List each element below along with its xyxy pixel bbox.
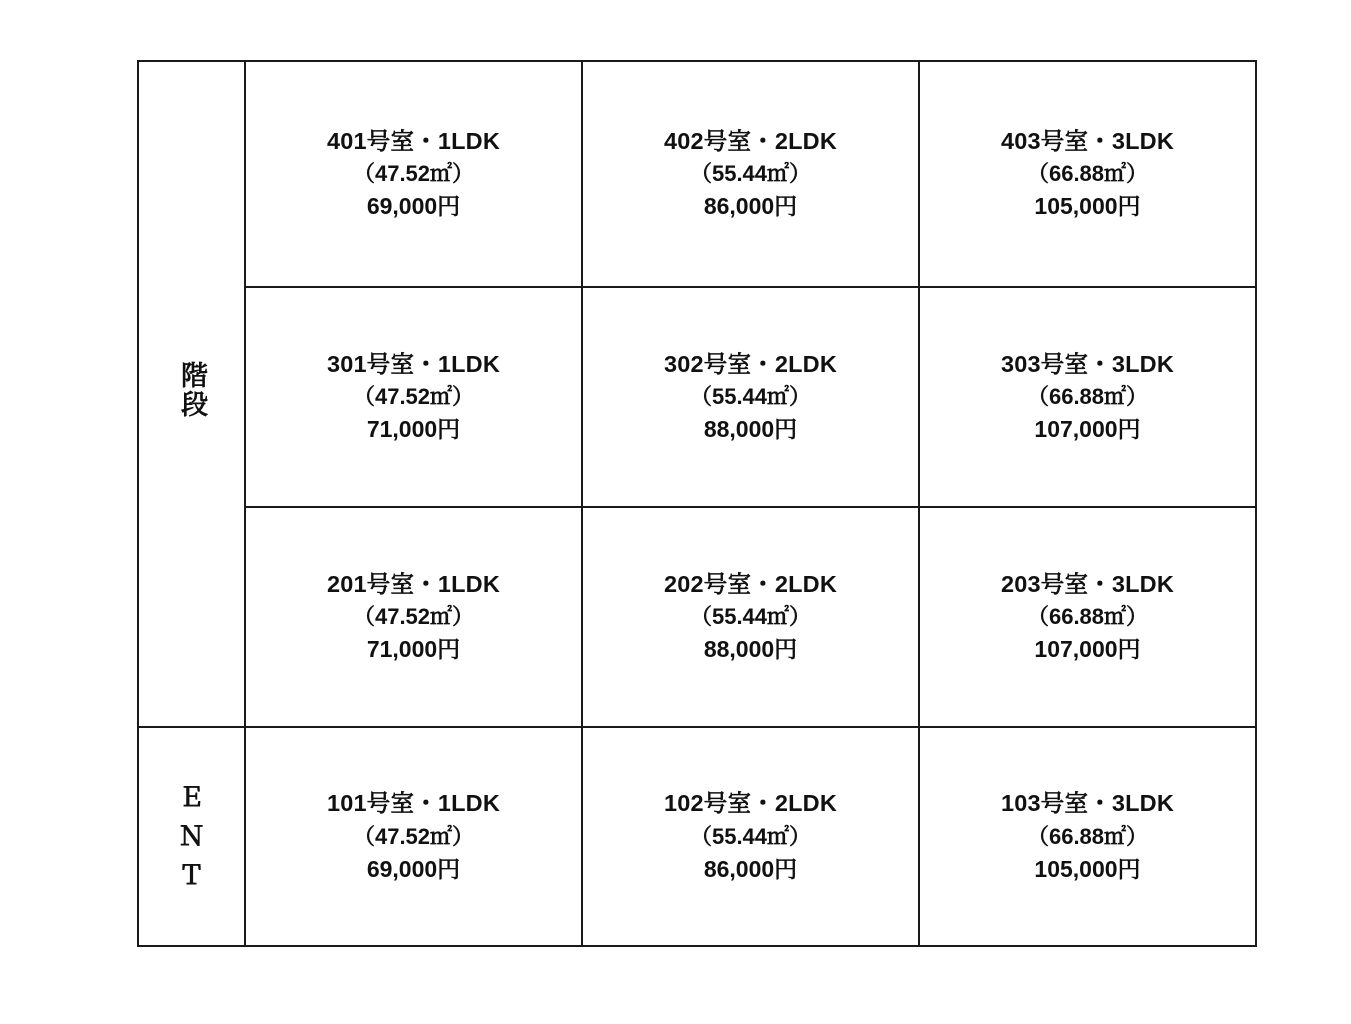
unit-cell-303[interactable] (919, 287, 1256, 507)
unit-rent: 69,000円 (366, 855, 461, 882)
unit-name: 403号室・3LDK (1000, 127, 1175, 154)
stairs-label: 階段 (177, 360, 208, 419)
entrance-label (178, 778, 204, 895)
unit-area: （66.88㎡） (1026, 161, 1149, 187)
unit-name: 302号室・2LDK (663, 350, 838, 377)
unit-area: （66.88㎡） (1026, 823, 1149, 849)
entrance-char-2: Ｎ (178, 821, 205, 851)
unit-rent: 71,000円 (366, 416, 461, 443)
unit-rent: 107,000円 (1034, 416, 1141, 443)
table-row (138, 287, 1256, 507)
unit-rent: 107,000円 (1034, 636, 1141, 663)
unit-area: （55.44㎡） (689, 823, 812, 849)
unit-area: （47.52㎡） (352, 384, 475, 410)
entrance-char-1: Ｅ (178, 782, 205, 812)
unit-area: （47.52㎡） (352, 823, 475, 849)
table-row (138, 61, 1256, 287)
table-row (138, 507, 1256, 727)
entrance-cell (138, 727, 245, 946)
unit-rent: 105,000円 (1034, 193, 1141, 220)
unit-area: （66.88㎡） (1026, 604, 1149, 630)
unit-area: （55.44㎡） (689, 604, 812, 630)
unit-rent: 86,000円 (703, 193, 798, 220)
unit-area: （47.52㎡） (352, 161, 475, 187)
unit-cell-302[interactable] (582, 287, 919, 507)
unit-name: 203号室・3LDK (1000, 570, 1175, 597)
unit-name: 201号室・1LDK (326, 570, 501, 597)
unit-name: 202号室・2LDK (663, 570, 838, 597)
unit-cell-401[interactable] (245, 61, 582, 287)
unit-area: （55.44㎡） (689, 384, 812, 410)
unit-rent: 71,000円 (366, 636, 461, 663)
unit-cell-201[interactable] (245, 507, 582, 727)
unit-cell-403[interactable] (919, 61, 1256, 287)
building-layout-diagram (137, 60, 1255, 937)
building-unit-table (137, 60, 1257, 947)
unit-cell-103[interactable] (919, 727, 1256, 946)
unit-cell-402[interactable] (582, 61, 919, 287)
stairs-cell (138, 61, 245, 727)
unit-cell-301[interactable] (245, 287, 582, 507)
table-row (138, 727, 1256, 946)
entrance-char-3: Ｔ (178, 860, 205, 890)
unit-area: （47.52㎡） (352, 604, 475, 630)
unit-rent: 88,000円 (703, 636, 798, 663)
unit-rent: 88,000円 (703, 416, 798, 443)
unit-name: 103号室・3LDK (1000, 790, 1175, 817)
unit-rent: 86,000円 (703, 855, 798, 882)
unit-cell-101[interactable] (245, 727, 582, 946)
unit-rent: 69,000円 (366, 193, 461, 220)
unit-name: 402号室・2LDK (663, 127, 838, 154)
unit-rent: 105,000円 (1034, 855, 1141, 882)
unit-area: （55.44㎡） (689, 161, 812, 187)
unit-name: 301号室・1LDK (326, 350, 501, 377)
unit-name: 401号室・1LDK (326, 127, 501, 154)
unit-cell-102[interactable] (582, 727, 919, 946)
unit-area: （66.88㎡） (1026, 384, 1149, 410)
unit-cell-203[interactable] (919, 507, 1256, 727)
unit-name: 101号室・1LDK (326, 790, 501, 817)
unit-name: 303号室・3LDK (1000, 350, 1175, 377)
unit-name: 102号室・2LDK (663, 790, 838, 817)
unit-cell-202[interactable] (582, 507, 919, 727)
